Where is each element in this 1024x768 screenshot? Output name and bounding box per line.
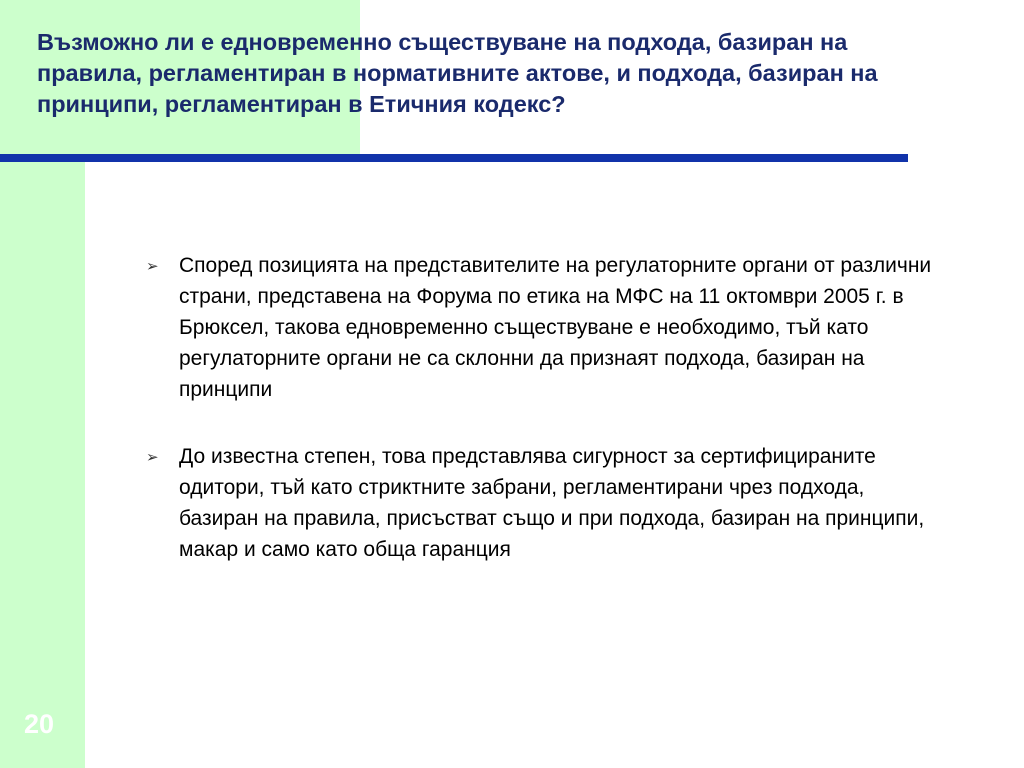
green-side-bar [0,162,85,768]
bullet-item [146,250,946,405]
bullet-text: До известна степен, това представлява сигурност за сертифицираните одитори, тъй като стриктните забрани, регламентирани чрез подхода, базиран на правила, присъстват също и при подхода, базиран на принципи, макар и само като обща гаранция [179,445,925,561]
bullet-text: Според позицията на представителите на регулаторните органи от различни страни, представена на Форума по етика на МФС на 11 октомври 2005 г. в Брюксел, такова едновременно съществуване е необходимо, тъй като регулаторните органи не са склонни да признаят подхода, базиран на принципи [179,254,932,401]
slide-title: Възможно ли е едновременно съществуване на подхода, базиран на правила, регламентиран в нормативните актове, и подхода, базиран на принципи, регламентиран в Етичния кодекс? [37,29,878,117]
slide-content [146,250,946,601]
page-number: 20 [24,709,55,739]
arrow-bullet-icon: ➢ [146,258,159,275]
title-underline-rule [0,154,908,162]
bullet-item [146,441,946,565]
arrow-bullet-icon: ➢ [146,449,159,466]
